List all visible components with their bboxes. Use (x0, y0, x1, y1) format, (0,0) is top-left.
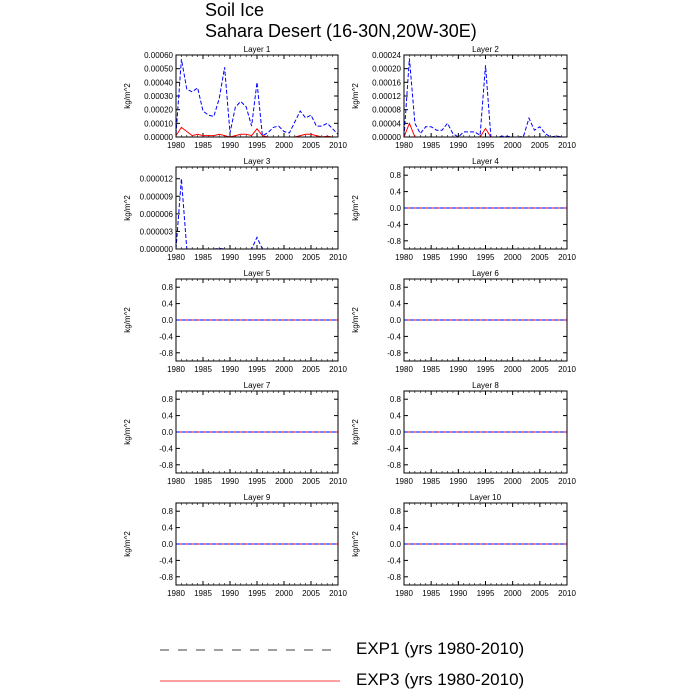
x-tick-label: 1990 (449, 589, 468, 598)
x-tick-label: 2010 (558, 589, 576, 598)
y-tick-label: 0.0 (161, 540, 173, 549)
y-tick-label: -0.4 (387, 332, 401, 342)
x-tick-label: 1985 (422, 141, 441, 150)
panel-title: Layer 1 (243, 45, 271, 54)
x-tick-label: 1985 (422, 253, 441, 262)
panel-layer-9 (123, 493, 347, 598)
y-tick-label: 0.00004 (372, 119, 401, 129)
y-tick-label: 0.000003 (139, 227, 173, 237)
y-tick-label: -0.8 (159, 348, 173, 358)
plot-frame (176, 55, 338, 137)
y-tick-label: 0.0 (161, 316, 173, 325)
x-tick-label: 2000 (275, 477, 293, 486)
y-tick-label: 0.00008 (372, 105, 401, 115)
y-tick-label: 0.4 (389, 411, 401, 421)
x-tick-label: 1990 (449, 253, 468, 262)
x-tick-label: 1990 (449, 365, 468, 374)
y-axis-label: kg/m^2 (351, 531, 360, 557)
x-tick-label: 1985 (194, 477, 212, 486)
y-tick-label: -0.4 (159, 444, 173, 454)
y-tick-label: 0.0 (389, 540, 401, 549)
x-tick-label: 1980 (395, 141, 413, 150)
x-tick-label: 1995 (248, 589, 266, 598)
x-tick-label: 2010 (329, 477, 347, 486)
y-tick-label: 0.0 (389, 204, 401, 213)
y-tick-label: 0.8 (161, 507, 173, 517)
x-tick-label: 1980 (395, 477, 413, 486)
panel-layer-4 (351, 157, 576, 262)
x-tick-label: 2010 (558, 365, 576, 374)
y-tick-label: 0.00000 (144, 133, 173, 142)
y-axis-label: kg/m^2 (123, 195, 132, 221)
x-tick-label: 2010 (558, 477, 576, 486)
y-axis-label: kg/m^2 (351, 195, 360, 221)
y-tick-label: -0.8 (159, 572, 173, 582)
y-tick-label: 0.00010 (144, 119, 173, 129)
y-axis-label: kg/m^2 (351, 419, 360, 445)
y-tick-label: 0.00060 (144, 51, 173, 60)
x-tick-label: 2000 (275, 253, 293, 262)
x-tick-label: 1985 (422, 365, 441, 374)
x-tick-label: 2000 (275, 141, 293, 150)
x-tick-label: 2005 (530, 589, 549, 598)
x-tick-label: 1990 (221, 141, 239, 150)
y-tick-label: -0.8 (387, 572, 401, 582)
x-tick-label: 2005 (530, 365, 549, 374)
x-tick-label: 1980 (167, 589, 185, 598)
panel-layer-1 (123, 45, 347, 150)
x-tick-label: 1990 (221, 589, 239, 598)
x-tick-label: 1980 (167, 477, 185, 486)
y-tick-label: 0.000012 (139, 174, 173, 184)
y-tick-label: 0.000006 (139, 209, 173, 219)
y-tick-label: -0.8 (387, 236, 401, 246)
y-axis-label: kg/m^2 (123, 531, 132, 557)
panel-layer-6 (351, 269, 576, 374)
y-axis-label: kg/m^2 (351, 83, 360, 109)
panel-layer-8 (351, 381, 576, 486)
panel-layer-10 (351, 493, 576, 598)
x-tick-label: 1980 (167, 253, 185, 262)
x-tick-label: 1995 (248, 365, 266, 374)
x-tick-label: 2005 (530, 253, 549, 262)
series-line-exp1 (176, 179, 338, 249)
x-tick-label: 1990 (449, 477, 468, 486)
chart-subtitle: Sahara Desert (16-30N,20W-30E) (205, 21, 477, 41)
y-tick-label: 0.00024 (372, 51, 401, 60)
y-tick-label: 0.00016 (372, 78, 401, 88)
x-tick-label: 1980 (395, 253, 413, 262)
x-tick-label: 1995 (476, 253, 495, 262)
panel-title: Layer 5 (243, 269, 271, 278)
x-tick-label: 2000 (503, 589, 522, 598)
panel-layer-2 (351, 45, 576, 150)
y-axis-label: kg/m^2 (123, 307, 132, 333)
y-tick-label: 0.8 (161, 395, 173, 405)
x-tick-label: 1985 (194, 141, 212, 150)
y-tick-label: 0.0 (389, 316, 401, 325)
x-tick-label: 2005 (302, 365, 320, 374)
panel-layer-5 (123, 269, 347, 374)
x-tick-label: 2005 (302, 589, 320, 598)
y-tick-label: 0.8 (389, 283, 401, 293)
x-tick-label: 1980 (395, 589, 413, 598)
x-tick-label: 1995 (248, 477, 266, 486)
y-tick-label: 0.00000 (372, 133, 401, 142)
x-tick-label: 2005 (302, 253, 320, 262)
panel-title: Layer 8 (472, 381, 499, 390)
y-tick-label: 0.00012 (372, 92, 401, 101)
x-tick-label: 2000 (275, 589, 293, 598)
x-tick-label: 2010 (329, 253, 347, 262)
panel-title: Layer 10 (469, 493, 502, 502)
y-tick-label: 0.8 (389, 507, 401, 517)
legend-label-exp1: EXP1 (yrs 1980-2010) (356, 639, 525, 658)
panel-title: Layer 6 (472, 269, 499, 278)
y-tick-label: 0.000000 (139, 245, 173, 254)
x-tick-label: 2000 (503, 253, 522, 262)
y-tick-label: 0.000009 (139, 192, 173, 202)
x-tick-label: 1985 (194, 253, 212, 262)
panel-title: Layer 2 (472, 45, 499, 54)
x-tick-label: 1990 (221, 365, 239, 374)
y-tick-label: -0.8 (387, 460, 401, 470)
y-tick-label: 0.4 (389, 187, 401, 197)
x-tick-label: 2005 (530, 477, 549, 486)
x-tick-label: 1995 (476, 589, 495, 598)
x-tick-label: 2010 (329, 589, 347, 598)
x-tick-label: 1990 (221, 253, 239, 262)
y-tick-label: 0.0 (161, 428, 173, 437)
y-tick-label: 0.8 (389, 171, 401, 181)
x-tick-label: 1980 (167, 365, 185, 374)
y-tick-label: 0.4 (161, 411, 173, 421)
y-tick-label: 0.8 (389, 395, 401, 405)
x-tick-label: 1995 (476, 365, 495, 374)
x-tick-label: 1980 (395, 365, 413, 374)
y-tick-label: 0.8 (161, 283, 173, 293)
y-tick-label: -0.8 (387, 348, 401, 358)
chart-title: Soil Ice (205, 0, 265, 20)
x-tick-label: 2000 (503, 477, 522, 486)
y-tick-label: -0.4 (387, 444, 401, 454)
y-axis-label: kg/m^2 (123, 419, 132, 445)
y-tick-label: -0.4 (387, 220, 401, 230)
y-axis-label: kg/m^2 (351, 307, 360, 333)
x-tick-label: 1985 (194, 589, 212, 598)
panel-title: Layer 7 (243, 381, 271, 390)
panel-title: Layer 4 (472, 157, 499, 166)
x-tick-label: 1985 (194, 365, 212, 374)
x-tick-label: 1995 (248, 141, 266, 150)
y-tick-label: 0.00030 (144, 92, 173, 101)
y-tick-label: 0.4 (389, 299, 401, 309)
x-tick-label: 1990 (221, 477, 239, 486)
panel-title: Layer 3 (243, 157, 271, 166)
series-line-exp1 (176, 59, 338, 136)
y-tick-label: 0.0 (389, 428, 401, 437)
x-tick-label: 2005 (530, 141, 549, 150)
x-tick-label: 2010 (329, 365, 347, 374)
y-tick-label: 0.00020 (372, 64, 401, 74)
x-tick-label: 2005 (302, 141, 320, 150)
y-tick-label: 0.00040 (144, 78, 173, 88)
x-tick-label: 2010 (558, 141, 576, 150)
y-tick-label: 0.4 (389, 523, 401, 533)
y-tick-label: 0.00050 (144, 64, 173, 74)
panel-layer-7 (123, 381, 347, 486)
x-tick-label: 2000 (275, 365, 293, 374)
x-tick-label: 2010 (558, 253, 576, 262)
panel-layer-3 (123, 157, 347, 262)
x-tick-label: 1990 (449, 141, 468, 150)
x-tick-label: 1995 (248, 253, 266, 262)
legend-label-exp3: EXP3 (yrs 1980-2010) (356, 670, 525, 689)
x-tick-label: 2005 (302, 477, 320, 486)
x-tick-label: 2010 (329, 141, 347, 150)
y-tick-label: 0.4 (161, 299, 173, 309)
y-tick-label: 0.00020 (144, 105, 173, 115)
x-tick-label: 1995 (476, 141, 495, 150)
x-tick-label: 1985 (422, 589, 441, 598)
y-tick-label: 0.4 (161, 523, 173, 533)
y-tick-label: -0.4 (159, 332, 173, 342)
y-tick-label: -0.8 (159, 460, 173, 470)
x-tick-label: 1985 (422, 477, 441, 486)
y-tick-label: -0.4 (387, 556, 401, 566)
panel-title: Layer 9 (243, 493, 271, 502)
x-tick-label: 1995 (476, 477, 495, 486)
x-tick-label: 1980 (167, 141, 185, 150)
x-tick-label: 2000 (503, 141, 522, 150)
x-tick-label: 2000 (503, 365, 522, 374)
y-axis-label: kg/m^2 (123, 83, 132, 109)
y-tick-label: -0.4 (159, 556, 173, 566)
series-line-exp1 (404, 58, 567, 137)
